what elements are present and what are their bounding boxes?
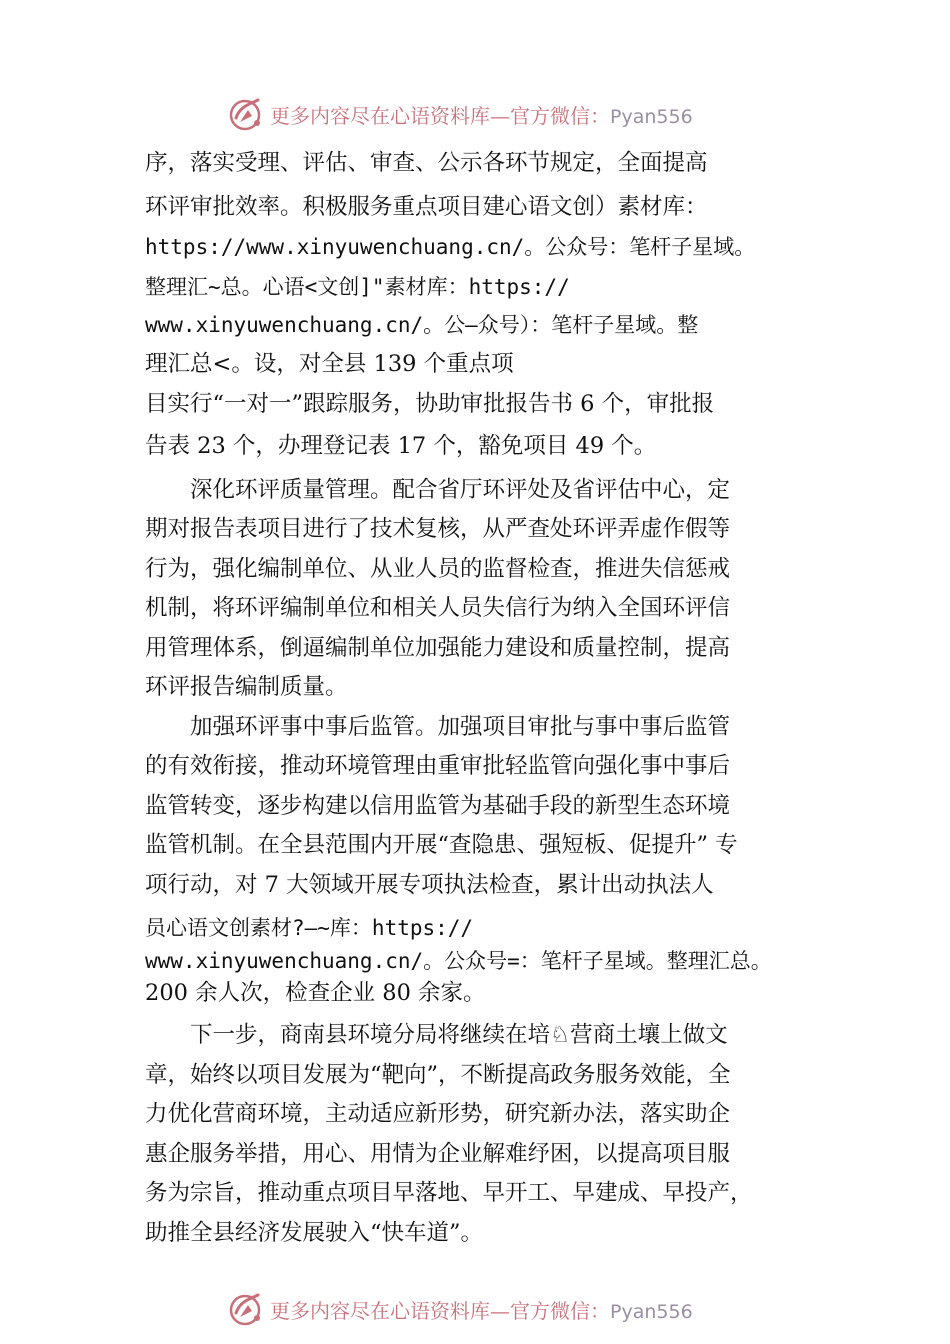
text-line: www.xinyuwenchuang.cn/。公众号=：笔杆子星域。整理汇总。 bbox=[145, 949, 772, 973]
text-line: 务为宗旨，推动重点项目早落地、早开工、早建成、早投产， bbox=[145, 1180, 753, 1206]
footer-banner-id: Pyan556 bbox=[610, 1300, 693, 1323]
text-line: 加强环评事中事后监管。加强项目审批与事中事后监管 bbox=[145, 714, 731, 740]
text-line: 理汇总<。设，对全县 139 个重点项 bbox=[145, 351, 514, 377]
header-banner-id: Pyan556 bbox=[610, 105, 693, 128]
header-banner-cn: 更多内容尽在心语资料库—官方微信： bbox=[270, 103, 610, 128]
text-line: 的有效衔接，推动环境管理由重审批轻监管向强化事中事后 bbox=[145, 753, 731, 779]
text-line: 力优化营商环境，主动适应新形势，研究新办法，落实助企 bbox=[145, 1101, 731, 1127]
text-line: 惠企服务举措，用心、用情为企业解难纾困，以提高项目服 bbox=[145, 1141, 731, 1167]
header-banner bbox=[228, 96, 693, 132]
text-line: 期对报告表项目进行了技术复核，从严查处环评弄虚作假等 bbox=[145, 516, 731, 542]
header-banner-text bbox=[270, 100, 693, 129]
text-line: 监管转变，逐步构建以信用监管为基础手段的新型生态环境 bbox=[145, 793, 731, 819]
text-line: 行为，强化编制单位、从业人员的监督检查，推进失信惩戒 bbox=[145, 556, 731, 582]
text-line: 整理汇~总。心语<文创]"素材库：https:// bbox=[145, 275, 570, 299]
logo-icon bbox=[228, 1291, 266, 1327]
text-line: 助推全县经济发展驶入“快车道”。 bbox=[145, 1220, 484, 1246]
text-line: https://www.xinyuwenchuang.cn/。公众号：笔杆子星域。 bbox=[145, 235, 756, 259]
footer-banner bbox=[228, 1291, 693, 1327]
logo-icon bbox=[228, 96, 266, 132]
text-line: 序，落实受理、评估、审查、公示各环节规定，全面提高 bbox=[145, 150, 708, 176]
text-line: 告表 23 个，办理登记表 17 个，豁免项目 49 个。 bbox=[145, 433, 657, 459]
text-line: 深化环评质量管理。配合省厅环评处及省评估中心，定 bbox=[145, 477, 731, 503]
text-line: 用管理体系，倒逼编制单位加强能力建设和质量控制，提高 bbox=[145, 635, 731, 661]
text-line: 员心语文创素材?—~库：https:// bbox=[145, 916, 474, 940]
text-line: 下一步，商南县环境分局将继续在培♘营商土壤上做文 bbox=[145, 1022, 728, 1048]
footer-banner-text bbox=[270, 1295, 693, 1324]
footer-banner-cn: 更多内容尽在心语资料库—官方微信： bbox=[270, 1298, 610, 1323]
text-line: 项行动，对 7 大领域开展专项执法检查，累计出动执法人 bbox=[145, 872, 714, 898]
text-line: 目实行“一对一”跟踪服务，协助审批报告书 6 个，审批报 bbox=[145, 391, 715, 417]
text-line: www.xinyuwenchuang.cn/。公—众号）：笔杆子星域。整 bbox=[145, 313, 699, 337]
text-line: 监管机制。在全县范围内开展“查隐患、强短板、促提升” 专 bbox=[145, 832, 738, 858]
text-line: 机制，将环评编制单位和相关人员失信行为纳入全国环评信 bbox=[145, 595, 731, 621]
text-line: 环评审批效率。积极服务重点项目建心语文创）素材库： bbox=[145, 194, 708, 220]
text-line: 环评报告编制质量。 bbox=[145, 674, 348, 700]
text-line: 200 余人次，检查企业 80 余家。 bbox=[145, 980, 486, 1006]
text-line: 章，始终以项目发展为“靶向”，不断提高政务服务效能，全 bbox=[145, 1062, 731, 1088]
